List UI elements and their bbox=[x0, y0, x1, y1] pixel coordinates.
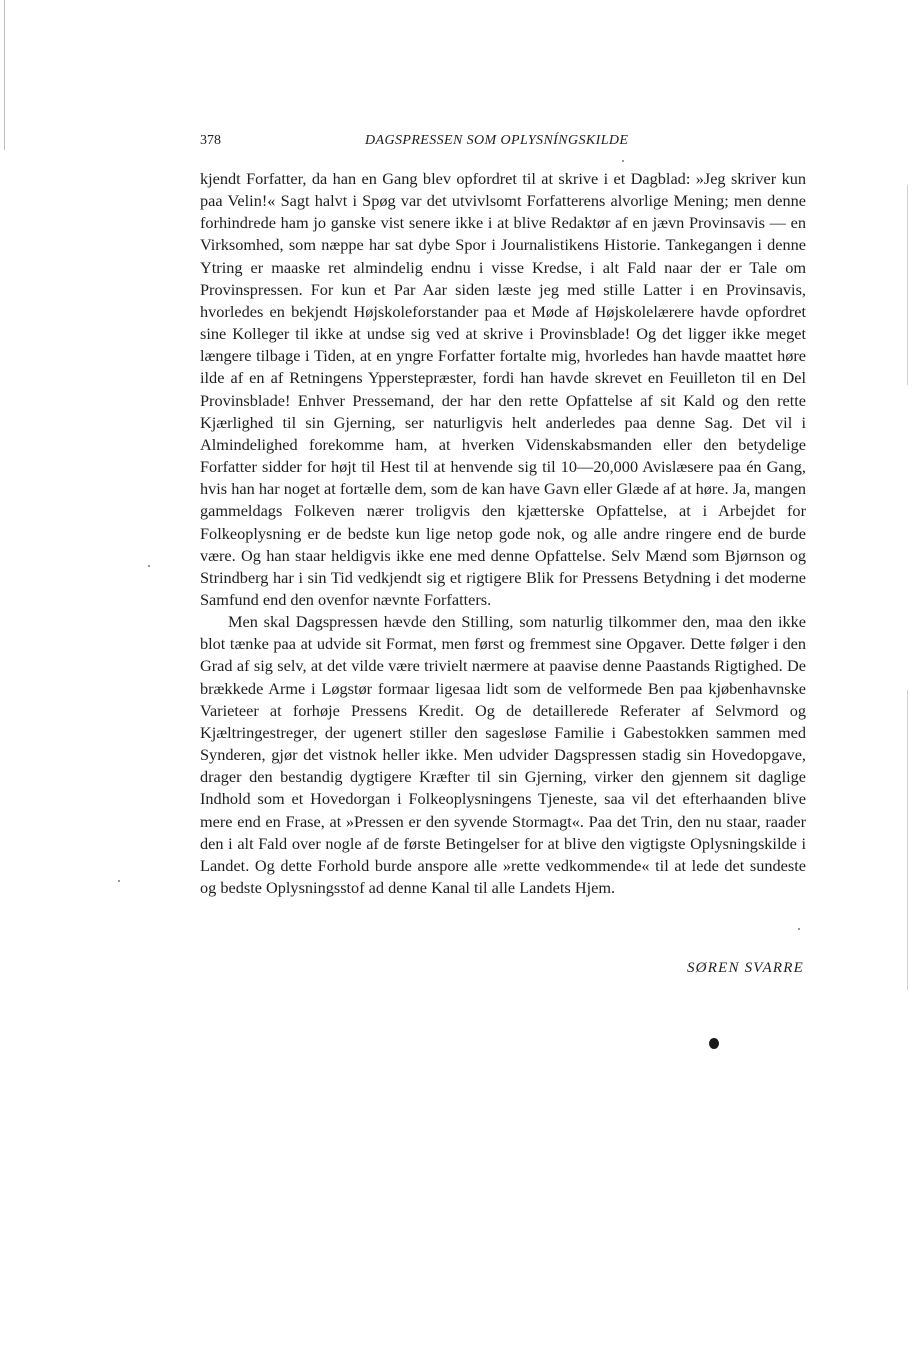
paragraph-1: kjendt Forfatter, da han en Gang blev opfordret til at skrive i et Dagblad: »Jeg skriver kun paa Velin!« Sagt halvt i Spøg var det utvivlsomt Forfatterens alvorlige Mening; men denne forhindrede ham jo ganske vist senere ikke i at blive Redaktør af en jævn Provinsavis — en Virksomhed, som næppe har sat dybe Spor i Journalistikens Historie. Tankegangen i denne Ytring er maaske ret almindelig endnu i visse Kredse, i alt Fald naar der er Tale om Provinspressen. For kun et Par Aar siden læste jeg med stille Latter i en Provinsavis, hvorledes en bekjendt Højskoleforstander paa et Møde af Højskolelærere havde opfordret sine Kolleger til ikke at undse sig ved at skrive i Provinsblade! Og det ligger ikke meget længere tilbage i Tiden, at en yngre Forfatter fortalte mig, hvorledes han havde maattet høre ilde af en af Retningens Ypperstepræster, fordi han havde skrevet en Feuilleton til en Del Provinsblade! Enhver Pressemand, der har den rette Opfattelse af sit Kald og den rette Kjærlighed til sin Gjerning, ser naturligvis helt anderledes paa denne Sag. Det vil i Almindelighed forekomme ham, at hverken Videnskabsmanden eller den betydelige Forfatter sidder for højt til Hest til at henvende sig til 10—20,000 Avislæsere paa én Gang, hvis han har noget at fortælle dem, som de kan have Gavn eller Glæde af at høre. Ja, mangen gammeldags Folkeven nærer troligvis den kjætterske Opfattelse, at i Arbejdet for Folkeoplysning er de bedste kun lige netop gode nok, og alle andre ringere end de burde være. Og han staar heldigvis ikke ene med denne Opfattelse. Selv Mænd som Bjørnson og Strindberg har i sin Tid vedkjendt sig et rigtigere Blik for Pressens Betydning i det moderne Samfund end den ovenfor nævnte Forfatters. bbox=[200, 169, 806, 609]
ink-dot-mark bbox=[709, 1038, 719, 1049]
page-number: 378 bbox=[200, 133, 221, 148]
scan-right-edge-top bbox=[907, 185, 908, 385]
speck-mark bbox=[118, 880, 120, 882]
speck-mark bbox=[622, 160, 624, 162]
speck-mark bbox=[148, 565, 150, 567]
running-title: DAGSPRESSEN SOM OPLYSNÍNGSKILDE bbox=[365, 133, 629, 148]
article-body bbox=[200, 168, 806, 899]
author-signature: SØREN SVARRE bbox=[686, 960, 804, 976]
scan-edge-line bbox=[4, 0, 5, 150]
paragraph-2: Men skal Dagspressen hævde den Stilling, som naturlig tilkommer den, maa den ikke blot tænke paa at udvide sit Format, men først og fremmest sine Opgaver. Dette følger i den Grad af sig selv, at det vilde være trivielt nærmere at paavise denne Paastands Rigtighed. De brækkede Arme i Løgstør formaar ligesaa lidt som de velformede Ben paa kjøbenhavnske Varieteer at forhøje Pressens Kredit. Og de detaillerede Referater af Selvmord og Kjæltringestreger, der ugenert stiller den sagesløse Familie i Gabestokken sammen med Synderen, gjør det vistnok heller ikke. Men udvider Dagspressen stadig sin Hovedopgave, drager den bestandig dygtigere Kræfter til sin Gjerning, virker den gjennem sit daglige Indhold som et Hovedorgan i Folkeoplysningens Tjeneste, saa vil det efterhaanden blive mere end en Frase, at »Pressen er den syvende Stormagt«. Paa det Trin, den nu staar, raader den i alt Fald over nogle af de første Betingelser for at blive den vigtigste Oplysningskilde i Landet. Og dette Forhold burde anspore alle »rette vedkommende« til at lede det sundeste og bedste Oplysningsstof ad denne Kanal til alle Landets Hjem. bbox=[200, 612, 806, 897]
page-header bbox=[200, 127, 830, 157]
scan-right-edge-bottom bbox=[907, 690, 908, 990]
speck-mark bbox=[798, 928, 800, 930]
